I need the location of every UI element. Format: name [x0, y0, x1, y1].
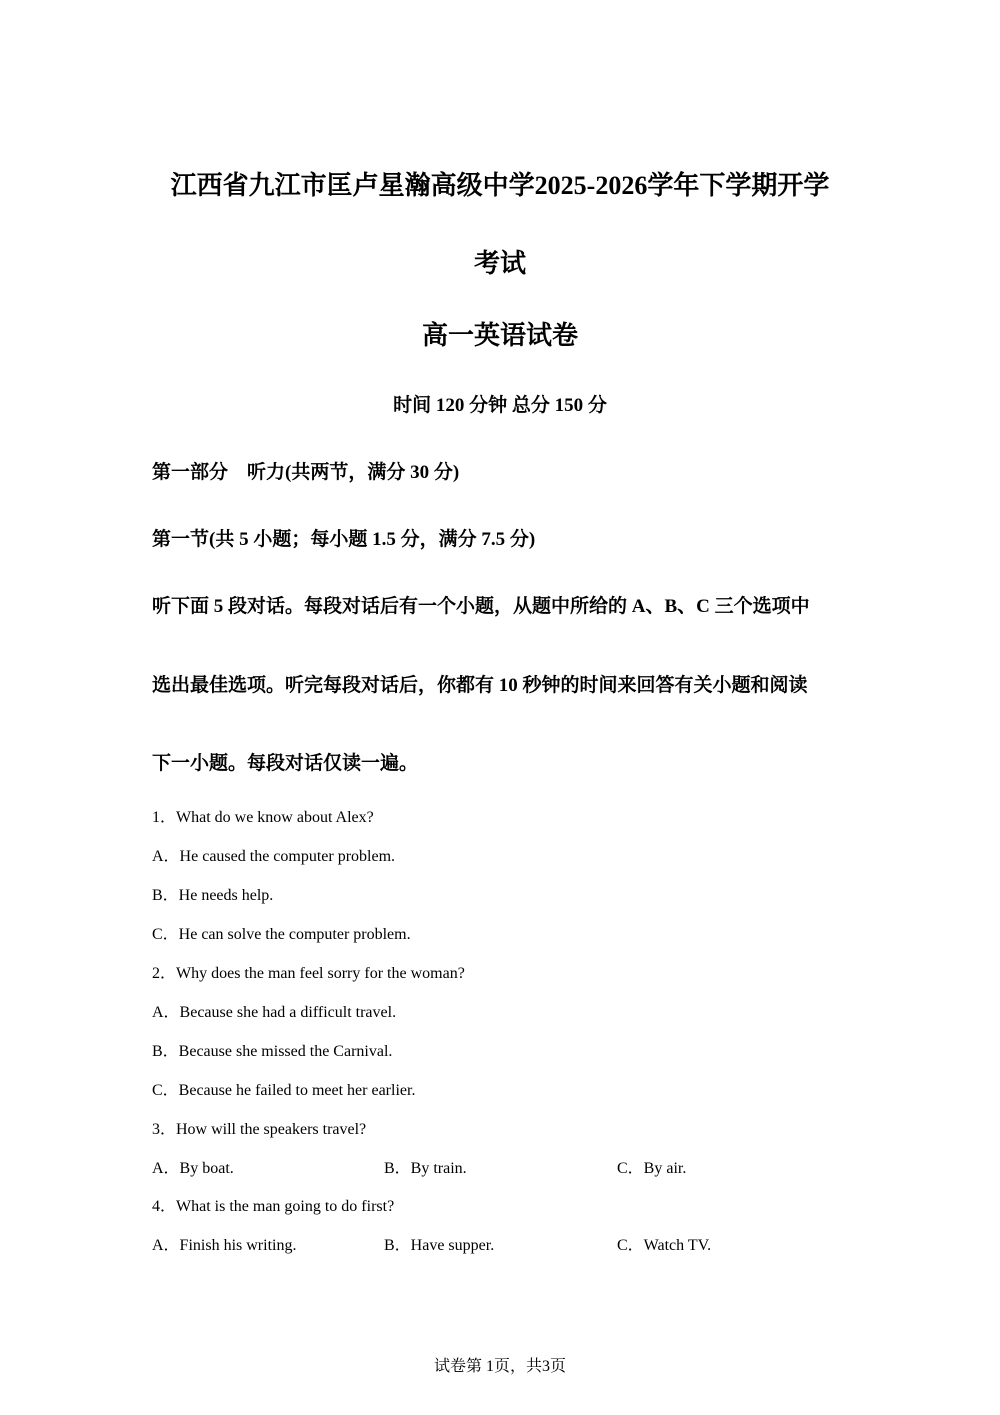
- exam-title-line2: 考试: [473, 249, 526, 278]
- question-2-option-a: A．Because she had a difficult travel.: [152, 1004, 397, 1021]
- instruction-line-2: 选出最佳选项。听完每段对话后，你都有 10 秒钟的时间来回答有关小题和阅读: [152, 675, 808, 696]
- question-1-stem: 1．What do we know about Alex?: [152, 809, 374, 826]
- question-2-option-b: B．Because she missed the Carnival.: [152, 1043, 393, 1060]
- question-4-option-c: C．Watch TV.: [617, 1237, 712, 1254]
- exam-title-line1: 江西省九江市匡卢星瀚高级中学2025-2026学年下学期开学: [170, 171, 830, 200]
- question-2-stem: 2．Why does the man feel sorry for the woman?: [152, 965, 465, 982]
- question-1-option-a: A．He caused the computer problem.: [152, 848, 396, 865]
- time-info: 时间 120 分钟 总分 150 分: [393, 395, 607, 416]
- question-4-option-b: B．Have supper.: [384, 1237, 495, 1254]
- question-3-stem: 3．How will the speakers travel?: [152, 1121, 367, 1138]
- page-footer: 试卷第 1页，共3页: [433, 1358, 566, 1375]
- question-4-option-a: A．Finish his writing.: [152, 1237, 297, 1254]
- paper-title: 高一英语试卷: [421, 321, 578, 350]
- question-3-option-b: B．By train.: [384, 1160, 467, 1177]
- question-1-option-c: C．He can solve the computer problem.: [152, 926, 411, 943]
- question-3-option-c: C．By air.: [617, 1160, 687, 1177]
- question-4-stem: 4．What is the man going to do first?: [152, 1198, 395, 1215]
- question-3-option-a: A．By boat.: [152, 1160, 234, 1177]
- part1-heading: 第一部分 听力(共两节，满分 30 分): [152, 462, 460, 483]
- instruction-line-3: 下一小题。每段对话仅读一遍。: [152, 753, 419, 774]
- instruction-line-1: 听下面 5 段对话。每段对话后有一个小题，从题中所给的 A、B、C 三个选项中: [152, 596, 810, 617]
- question-2-option-c: C．Because he failed to meet her earlier.: [152, 1082, 416, 1099]
- section1-heading: 第一节(共 5 小题；每小题 1.5 分，满分 7.5 分): [152, 529, 536, 550]
- question-1-option-b: B．He needs help.: [152, 887, 274, 904]
